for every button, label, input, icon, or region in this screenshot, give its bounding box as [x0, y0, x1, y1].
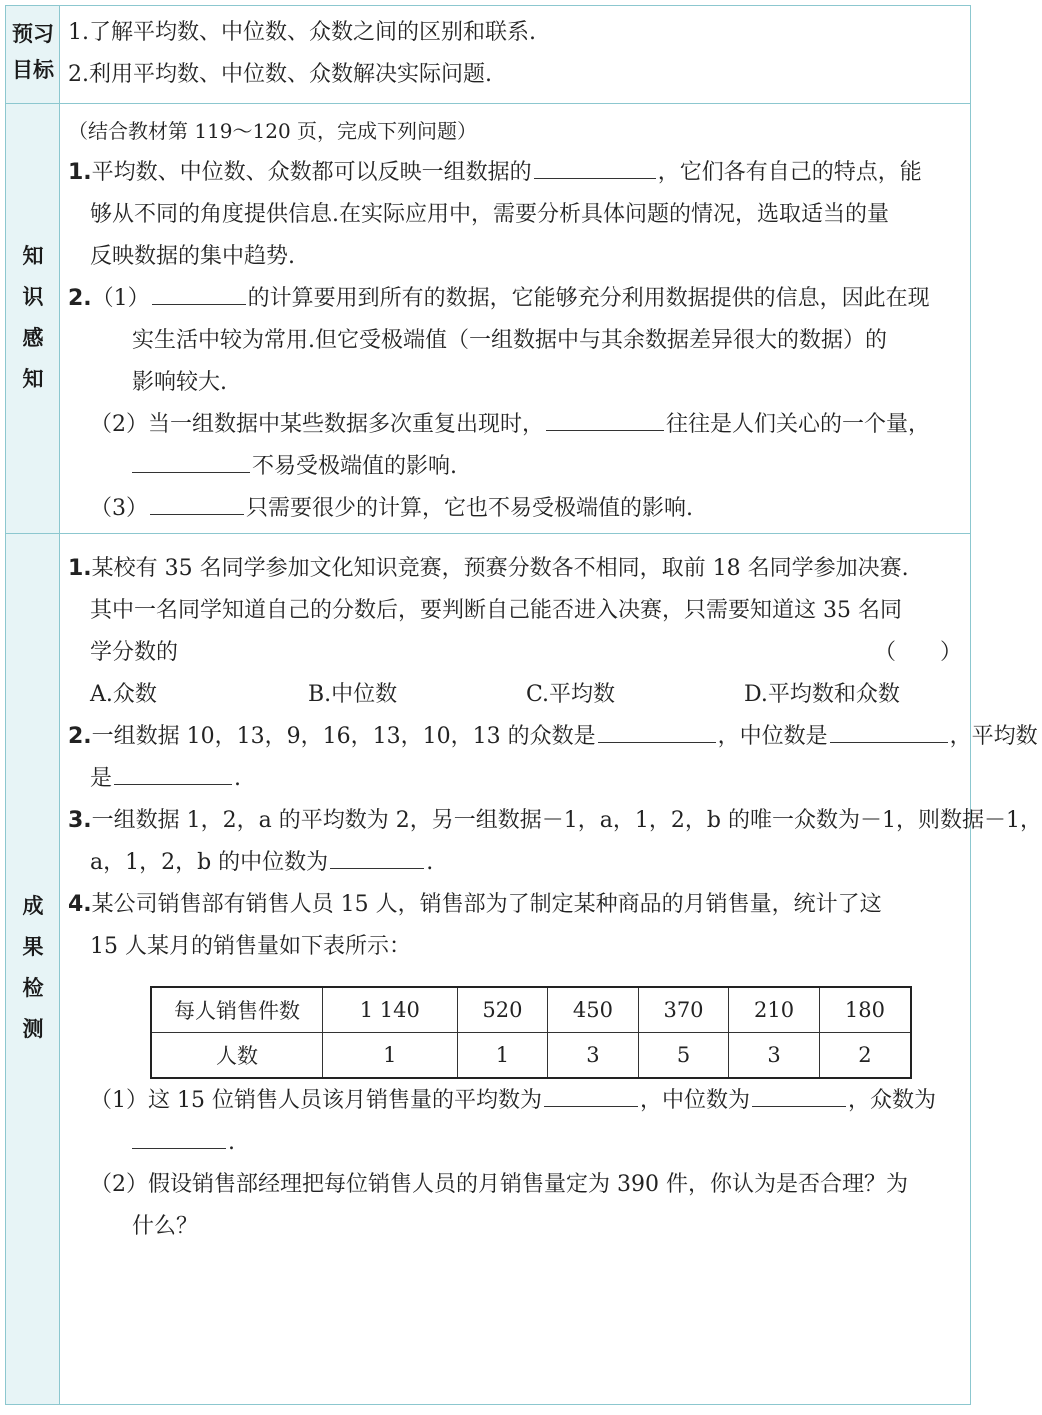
- question-line: [68, 800, 1042, 842]
- table-cell: 1: [457, 1033, 548, 1079]
- question-line: [68, 758, 962, 800]
- question-line: [68, 446, 962, 488]
- table-cell: 3: [729, 1033, 820, 1079]
- question-text: 平均数、中位数、众数都可以反映一组数据的: [91, 160, 532, 185]
- option-b[interactable]: B.中位数: [308, 682, 398, 707]
- table-cell: 2: [819, 1033, 911, 1079]
- section-label-column: [6, 6, 60, 1404]
- question-text: .: [426, 850, 434, 875]
- label-char: 感: [22, 326, 44, 350]
- question-text: 一组数据 10，13，9，16，13，10，13 的众数是: [91, 724, 596, 749]
- question-text: 只需要很少的计算，它也不易受极端值的影响.: [246, 496, 693, 521]
- question-line: [68, 632, 962, 674]
- answer-blank[interactable]: [752, 1082, 846, 1107]
- table-cell: 520: [457, 987, 548, 1033]
- table-row: [151, 987, 911, 1033]
- question-text: ，中位数为: [639, 1088, 750, 1113]
- section-label-knowledge: [6, 236, 60, 400]
- question-text: ，众数为: [848, 1088, 937, 1113]
- table-cell: 3: [548, 1033, 639, 1079]
- divider: [6, 533, 970, 534]
- answer-blank[interactable]: [534, 154, 656, 179]
- question-text: 一组数据 1，2，a 的平均数为 2，另一组数据－1，a，1，2，b 的唯一众数为－1，则数据－1，: [91, 808, 1042, 833]
- question-text: （3）: [90, 496, 148, 521]
- question-line: 反映数据的集中趋势.: [90, 244, 295, 269]
- goal-item: 1.了解平均数、中位数、众数之间的区别和联系.: [68, 20, 536, 45]
- worksheet-frame: [5, 5, 1042, 1405]
- question-text: 不易受极端值的影响.: [252, 454, 457, 479]
- answer-blank[interactable]: [598, 718, 716, 743]
- question-number: 4.: [68, 892, 92, 917]
- label-char: 识: [22, 285, 44, 309]
- question-line: [68, 884, 962, 926]
- answer-blank[interactable]: [546, 406, 664, 431]
- table-cell: 1: [323, 1033, 458, 1079]
- question-line: 什么？: [132, 1214, 199, 1239]
- question-line: 实生活中较为常用.但它受极端值（一组数据中与其余数据差异很大的数据）的: [132, 328, 887, 353]
- label-char: 知: [22, 367, 44, 391]
- question-text: a，1，2，b 的中位数为: [90, 850, 329, 875]
- question-text: （1）: [91, 286, 150, 311]
- question-text: 某校有 35 名同学参加文化知识竞赛，预赛分数各不相同，取前 18 名同学参加决赛.: [91, 556, 909, 581]
- question-text: ，它们各有自己的特点，能: [657, 160, 922, 185]
- question-text: （1）这 15 位销售人员该月销售量的平均数为: [90, 1088, 542, 1113]
- question-text: ，平均数: [949, 724, 1038, 749]
- question-line: [68, 152, 962, 194]
- question-number: 1.: [68, 160, 92, 185]
- section-label-preview: [6, 16, 60, 88]
- table-header-cell: 每人销售件数: [151, 987, 323, 1033]
- question-line: [68, 842, 962, 884]
- label-char: 预习: [12, 22, 54, 46]
- question-line: [68, 404, 962, 446]
- divider: [6, 103, 970, 104]
- answer-blank[interactable]: [132, 1124, 226, 1149]
- options-row: [68, 674, 962, 716]
- answer-blank[interactable]: [150, 490, 244, 515]
- question-line: [68, 1122, 962, 1164]
- answer-paren[interactable]: （ ）: [873, 640, 962, 665]
- question-text: .: [228, 1130, 235, 1155]
- question-text: 某公司销售部有销售人员 15 人，销售部为了制定某种商品的月销售量，统计了这: [91, 892, 882, 917]
- question-text: .: [234, 766, 242, 791]
- question-line: 够从不同的角度提供信息.在实际应用中，需要分析具体问题的情况，选取适当的量: [90, 202, 889, 227]
- option-c[interactable]: C.平均数: [526, 682, 616, 707]
- question-number: 2.: [68, 286, 92, 311]
- answer-blank[interactable]: [132, 448, 250, 473]
- answer-blank[interactable]: [830, 718, 948, 743]
- label-char: 测: [22, 1017, 44, 1041]
- question-text: （2）当一组数据中某些数据多次重复出现时，: [90, 412, 544, 437]
- label-char: 成: [22, 894, 44, 918]
- option-d[interactable]: D.平均数和众数: [744, 682, 900, 707]
- question-text: 的计算要用到所有的数据，它能够充分利用数据提供的信息，因此在现: [247, 286, 930, 311]
- section-label-check: [6, 886, 60, 1050]
- question-line: [68, 548, 962, 590]
- question-number: 3.: [68, 808, 92, 833]
- goal-item: 2.利用平均数、中位数、众数解决实际问题.: [68, 62, 492, 87]
- question-text: ，中位数是: [717, 724, 828, 749]
- label-char: 检: [22, 976, 44, 1000]
- label-char: 目标: [12, 58, 54, 82]
- table-cell: 450: [548, 987, 639, 1033]
- sales-table: [150, 986, 912, 1079]
- answer-blank[interactable]: [152, 280, 246, 305]
- question-text: 是: [90, 766, 113, 791]
- table-cell: 1 140: [323, 987, 458, 1033]
- question-line: [68, 278, 962, 320]
- table-row: [151, 1033, 911, 1079]
- textbook-note: （结合教材第 119～120 页，完成下列问题）: [68, 119, 478, 143]
- question-line: （2）假设销售部经理把每位销售人员的月销售量定为 390 件，你认为是否合理？为: [90, 1172, 908, 1197]
- table-cell: 180: [819, 987, 911, 1033]
- question-line: [68, 488, 962, 530]
- question-line: 影响较大.: [132, 370, 227, 395]
- question-text: 往往是人们关心的一个量，: [666, 412, 931, 437]
- question-line: [68, 716, 1038, 758]
- question-text: 学分数的: [90, 640, 179, 665]
- question-line: [68, 1080, 962, 1122]
- answer-blank[interactable]: [544, 1082, 638, 1107]
- label-char: 果: [22, 935, 44, 959]
- table-cell: 370: [638, 987, 729, 1033]
- option-a[interactable]: A.众数: [90, 682, 157, 707]
- table-header-cell: 人数: [151, 1033, 323, 1079]
- label-char: 知: [22, 244, 44, 268]
- answer-blank[interactable]: [330, 844, 424, 869]
- table-cell: 210: [729, 987, 820, 1033]
- answer-blank[interactable]: [114, 760, 232, 785]
- table-cell: 5: [638, 1033, 729, 1079]
- question-line: 15 人某月的销售量如下表所示：: [90, 934, 411, 959]
- question-line: 其中一名同学知道自己的分数后，要判断自己能否进入决赛，只需要知道这 35 名同: [90, 598, 902, 623]
- question-number: 1.: [68, 556, 92, 581]
- question-number: 2.: [68, 724, 92, 749]
